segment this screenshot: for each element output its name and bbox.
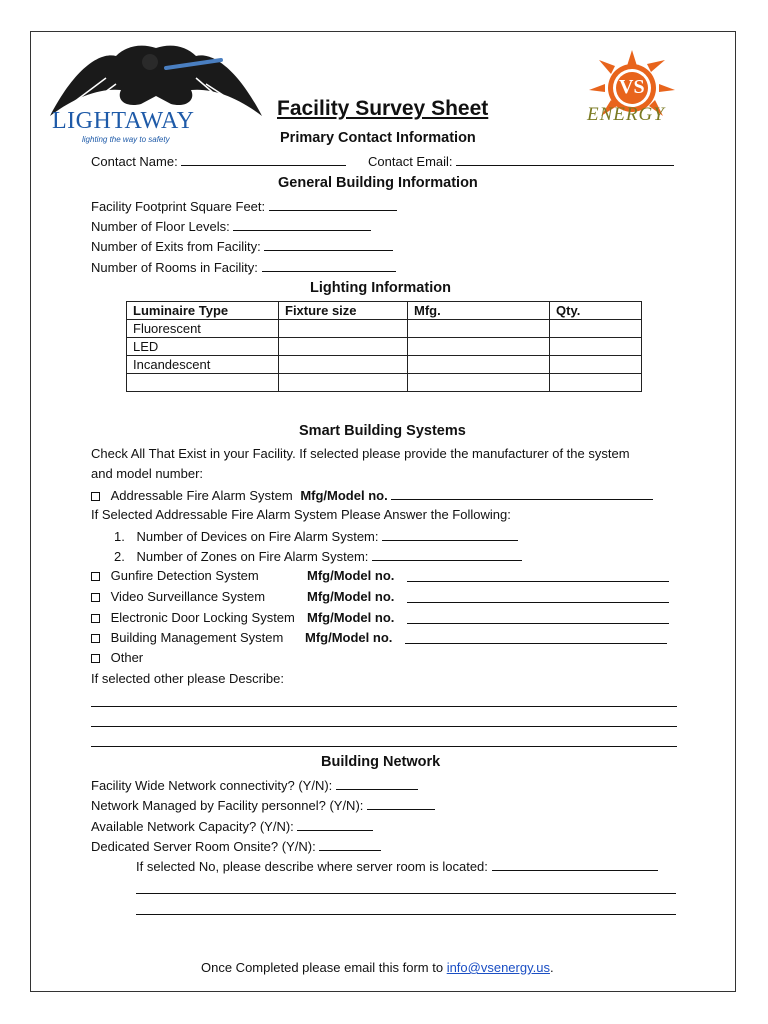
vs-energy-logo (585, 48, 680, 128)
page-title: Facility Survey Sheet (277, 97, 489, 120)
floor-levels-row (91, 218, 371, 235)
building-network-heading: Building Network (321, 754, 441, 770)
door-locking-label: Electronic Door Locking System (110, 610, 295, 625)
video-mfg-field[interactable] (407, 590, 669, 603)
col-luminaire-type: Luminaire Type (127, 302, 279, 320)
footer-text: Once Completed please email this form to (201, 960, 444, 975)
floor-levels-field[interactable] (233, 218, 371, 231)
other-row (91, 650, 143, 666)
footer-instruction (201, 960, 554, 976)
smart-intro-line2: and model number: (91, 466, 204, 481)
gunfire-mfg-field[interactable] (407, 569, 669, 582)
describe-line[interactable] (91, 746, 677, 747)
qty-cell[interactable] (550, 320, 642, 338)
fixture-size-cell[interactable] (279, 374, 408, 392)
mfg-cell[interactable] (408, 356, 550, 374)
col-fixture-size: Fixture size (279, 302, 408, 320)
network-connectivity-row (91, 777, 418, 794)
network-capacity-row (91, 818, 373, 835)
mfg-cell[interactable] (408, 338, 550, 356)
door-locking-row (91, 610, 295, 626)
footprint-label: Facility Footprint Square Feet: (91, 199, 266, 214)
server-location-line[interactable] (136, 893, 676, 894)
luminaire-cell: Incandescent (127, 356, 279, 374)
col-qty: Qty. (550, 302, 642, 320)
email-link[interactable]: info@vsenergy.us (446, 960, 550, 975)
mfg-model-label: Mfg/Model no. (300, 488, 388, 503)
col-mfg: Mfg. (408, 302, 550, 320)
smart-building-heading: Smart Building Systems (299, 423, 466, 439)
qty-cell[interactable] (550, 374, 642, 392)
fixture-size-cell[interactable] (279, 320, 408, 338)
network-connectivity-field[interactable] (336, 777, 418, 790)
luminaire-cell[interactable] (127, 374, 279, 392)
energy-word: ENERGY (587, 104, 665, 125)
eagle-icon (46, 38, 266, 118)
server-room-row (91, 838, 381, 855)
contact-email-field[interactable] (456, 153, 674, 166)
smart-intro-line1: Check All That Exist in your Facility. If selected please provide the manufacturer of the system (91, 446, 630, 461)
rooms-row (91, 259, 396, 276)
footer-period: . (549, 960, 554, 975)
server-location-field[interactable] (492, 858, 658, 871)
lightaway-tagline: lighting the way to safety (82, 135, 170, 144)
network-managed-row (91, 797, 435, 814)
gunfire-detection-checkbox[interactable] (91, 572, 100, 581)
luminaire-cell: LED (127, 338, 279, 356)
table-row (127, 338, 642, 356)
contact-name-field[interactable] (181, 153, 346, 166)
luminaire-cell: Fluorescent (127, 320, 279, 338)
video-surveillance-checkbox[interactable] (91, 593, 100, 602)
contact-email-label: Contact Email: (368, 154, 453, 169)
qty-cell[interactable] (550, 338, 642, 356)
addressable-fire-alarm-row (91, 487, 653, 504)
floor-levels-label: Number of Floor Levels: (91, 219, 230, 234)
lighting-heading: Lighting Information (310, 280, 451, 296)
exits-field[interactable] (264, 238, 393, 251)
devices-label: Number of Devices on Fire Alarm System: (136, 529, 379, 544)
vs-monogram: VS (619, 76, 645, 98)
server-location-line[interactable] (136, 914, 676, 915)
network-capacity-label: Available Network Capacity? (Y/N): (91, 819, 294, 834)
list-number: 1. (114, 529, 125, 544)
lighting-table (126, 301, 642, 392)
devices-row (114, 528, 518, 545)
door-locking-checkbox[interactable] (91, 614, 100, 623)
footprint-row (91, 198, 397, 215)
mfg-model-label: Mfg/Model no. (307, 610, 395, 625)
video-surveillance-row (91, 589, 265, 605)
zones-field[interactable] (372, 548, 522, 561)
building-management-checkbox[interactable] (91, 634, 100, 643)
describe-other-text: If selected other please Describe: (91, 671, 284, 686)
mfg-cell[interactable] (408, 320, 550, 338)
addressable-fire-alarm-label: Addressable Fire Alarm System (110, 488, 293, 503)
zones-row (114, 548, 522, 565)
zones-label: Number of Zones on Fire Alarm System: (136, 549, 369, 564)
building-management-label: Building Management System (110, 630, 284, 645)
lightaway-name: LIGHTAWAY (52, 108, 195, 134)
list-number: 2. (114, 549, 125, 564)
table-row (127, 356, 642, 374)
describe-line[interactable] (91, 726, 677, 727)
other-checkbox[interactable] (91, 654, 100, 663)
network-managed-label: Network Managed by Facility personnel? (Y/N): (91, 798, 364, 813)
devices-field[interactable] (382, 528, 518, 541)
addressable-fire-alarm-checkbox[interactable] (91, 492, 100, 501)
rooms-field[interactable] (262, 259, 396, 272)
addressable-mfg-field[interactable] (391, 487, 653, 500)
lighting-header-row (127, 302, 642, 320)
network-managed-field[interactable] (367, 797, 435, 810)
mfg-model-label: Mfg/Model no. (307, 568, 395, 583)
footprint-field[interactable] (269, 198, 397, 211)
other-label: Other (110, 650, 144, 665)
fixture-size-cell[interactable] (279, 356, 408, 374)
mfg-model-label: Mfg/Model no. (305, 630, 393, 645)
rooms-label: Number of Rooms in Facility: (91, 260, 258, 275)
primary-contact-heading: Primary Contact Information (280, 130, 476, 146)
building-management-mfg-field[interactable] (405, 631, 667, 644)
exits-label: Number of Exits from Facility: (91, 239, 261, 254)
describe-line[interactable] (91, 706, 677, 707)
qty-cell[interactable] (550, 356, 642, 374)
table-row (127, 320, 642, 338)
fixture-size-cell[interactable] (279, 338, 408, 356)
server-room-label: Dedicated Server Room Onsite? (Y/N): (91, 839, 316, 854)
mfg-model-label: Mfg/Model no. (307, 589, 395, 604)
video-surveillance-label: Video Surveillance System (110, 589, 266, 604)
general-building-heading: General Building Information (278, 175, 478, 191)
contact-email-row (368, 153, 674, 170)
gunfire-detection-row (91, 568, 259, 584)
lightaway-logo (46, 38, 266, 148)
table-row (127, 374, 642, 392)
door-locking-mfg-field[interactable] (407, 611, 669, 624)
network-connectivity-label: Facility Wide Network connectivity? (Y/N): (91, 778, 333, 793)
building-management-row (91, 630, 283, 646)
server-room-field[interactable] (319, 838, 381, 851)
exits-row (91, 238, 393, 255)
mfg-cell[interactable] (408, 374, 550, 392)
contact-name-row (91, 153, 346, 170)
network-capacity-field[interactable] (297, 818, 373, 831)
server-location-label: If selected No, please describe where server room is located: (136, 859, 488, 874)
contact-name-label: Contact Name: (91, 154, 178, 169)
server-location-row (136, 858, 658, 875)
gunfire-detection-label: Gunfire Detection System (110, 568, 259, 583)
if-selected-addressable-text: If Selected Addressable Fire Alarm System Please Answer the Following: (91, 507, 511, 522)
